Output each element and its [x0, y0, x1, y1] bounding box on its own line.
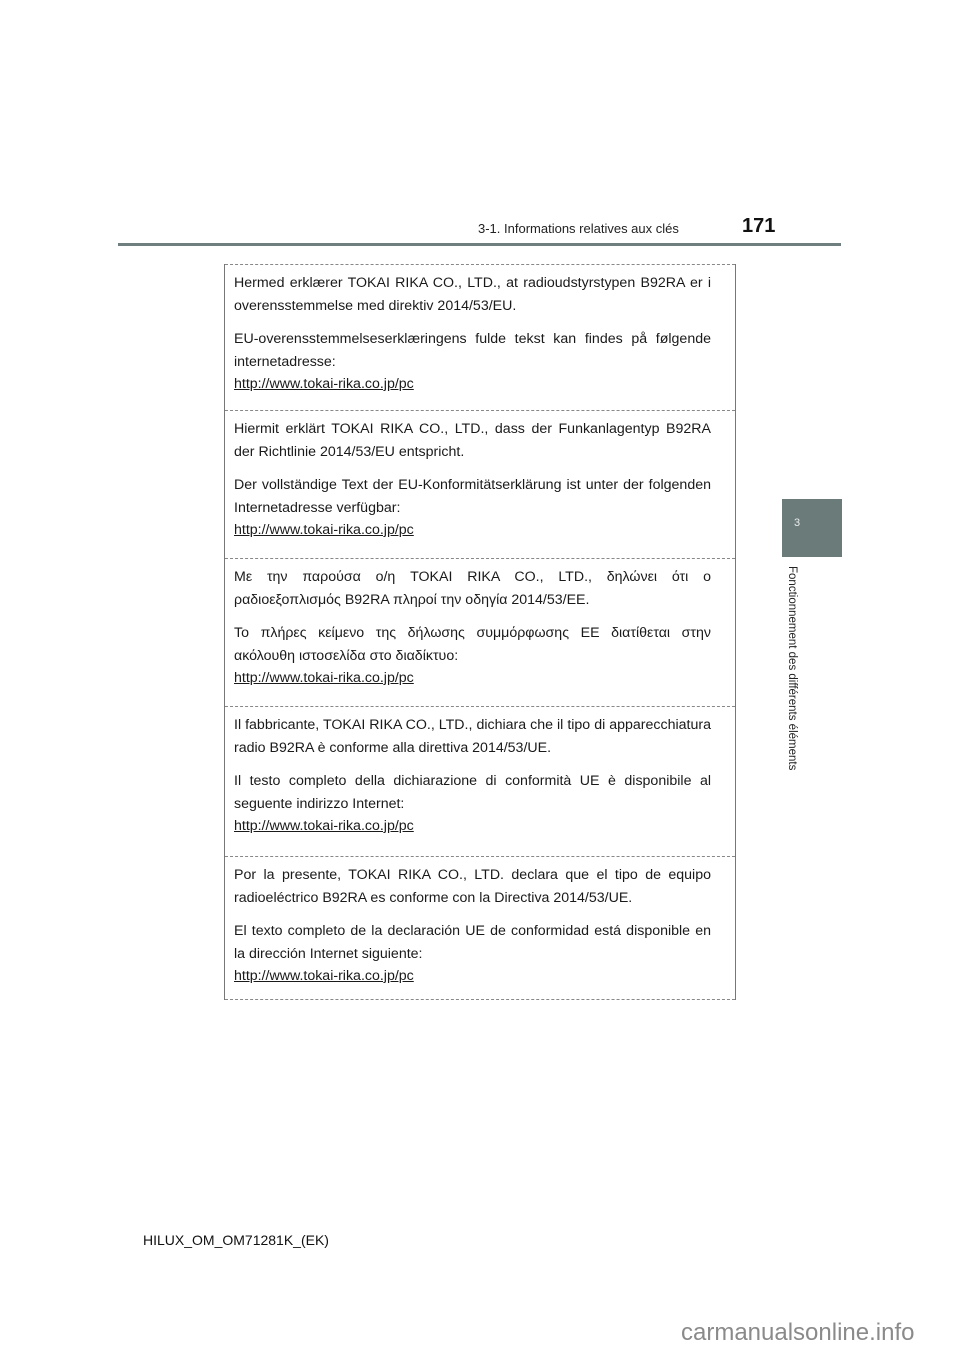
- header-divider: [118, 243, 841, 246]
- declaration-url-link[interactable]: http://www.tokai-rika.co.jp/pc: [234, 522, 414, 538]
- declaration-availability: EU-overensstemmelseserklæringens fulde tekst kan findes på følgende internetadresse:: [234, 331, 711, 370]
- declaration-availability: Der vollständige Text der EU-Konformitätserklärung ist unter der folgenden Internetadresse verfügbar:: [234, 477, 711, 516]
- declaration-italian: [225, 706, 735, 856]
- declaration-danish: [225, 264, 735, 410]
- declaration-greek: [225, 558, 735, 706]
- chapter-number: 3: [794, 517, 801, 529]
- declaration-spanish: [225, 856, 735, 1000]
- declaration-statement: Hermed erklærer TOKAI RIKA CO., LTD., at radioudstyrstypen B92RA er i overensstemmelse med direktiv 2014/53/EU.: [234, 275, 711, 314]
- declaration-url-link[interactable]: http://www.tokai-rika.co.jp/pc: [234, 968, 414, 984]
- declaration-url-link[interactable]: http://www.tokai-rika.co.jp/pc: [234, 376, 414, 392]
- declaration-german: [225, 410, 735, 558]
- declaration-statement: Με την παρούσα ο/η TOKAI RIKA CO., LTD., δηλώνει ότι ο ραδιοεξοπλισμός B92RA πληροί την οδηγία 2014/53/ΕΕ.: [234, 569, 711, 608]
- declarations-box: [224, 264, 736, 1000]
- declaration-statement: Por la presente, TOKAI RIKA CO., LTD. declara que el tipo de equipo radioeléctrico B92RA es conforme con la Directiva 2014/53/UE.: [234, 867, 711, 906]
- declaration-availability: Το πλήρες κείμενο της δήλωσης συμμόρφωσης ΕΕ διατίθεται στην ακόλουθη ιστοσελίδα στο διαδίκτυο:: [234, 625, 711, 664]
- watermark: carmanualsonline.info: [681, 1319, 915, 1346]
- declaration-availability: Il testo completo della dichiarazione di conformità UE è disponibile al seguente indirizzo Internet:: [234, 773, 711, 812]
- declaration-url-link[interactable]: http://www.tokai-rika.co.jp/pc: [234, 818, 414, 834]
- declaration-statement: Il fabbricante, TOKAI RIKA CO., LTD., dichiara che il tipo di apparecchiatura radio B92RA è conforme alla direttiva 2014/53/UE.: [234, 717, 711, 756]
- chapter-tab: [782, 499, 842, 557]
- declaration-availability: El texto completo de la declaración UE de conformidad está disponible en la dirección Internet siguiente:: [234, 923, 711, 962]
- document-code: HILUX_OM_OM71281K_(EK): [143, 1232, 329, 1248]
- section-title: 3-1. Informations relatives aux clés: [478, 221, 679, 236]
- declaration-url-link[interactable]: http://www.tokai-rika.co.jp/pc: [234, 670, 414, 686]
- page-number: 171: [742, 215, 776, 237]
- chapter-title: Fonctionnement des différents éléments: [786, 566, 798, 771]
- declaration-statement: Hiermit erklärt TOKAI RIKA CO., LTD., dass der Funkanlagentyp B92RA der Richtlinie 2014/53/EU entspricht.: [234, 421, 711, 460]
